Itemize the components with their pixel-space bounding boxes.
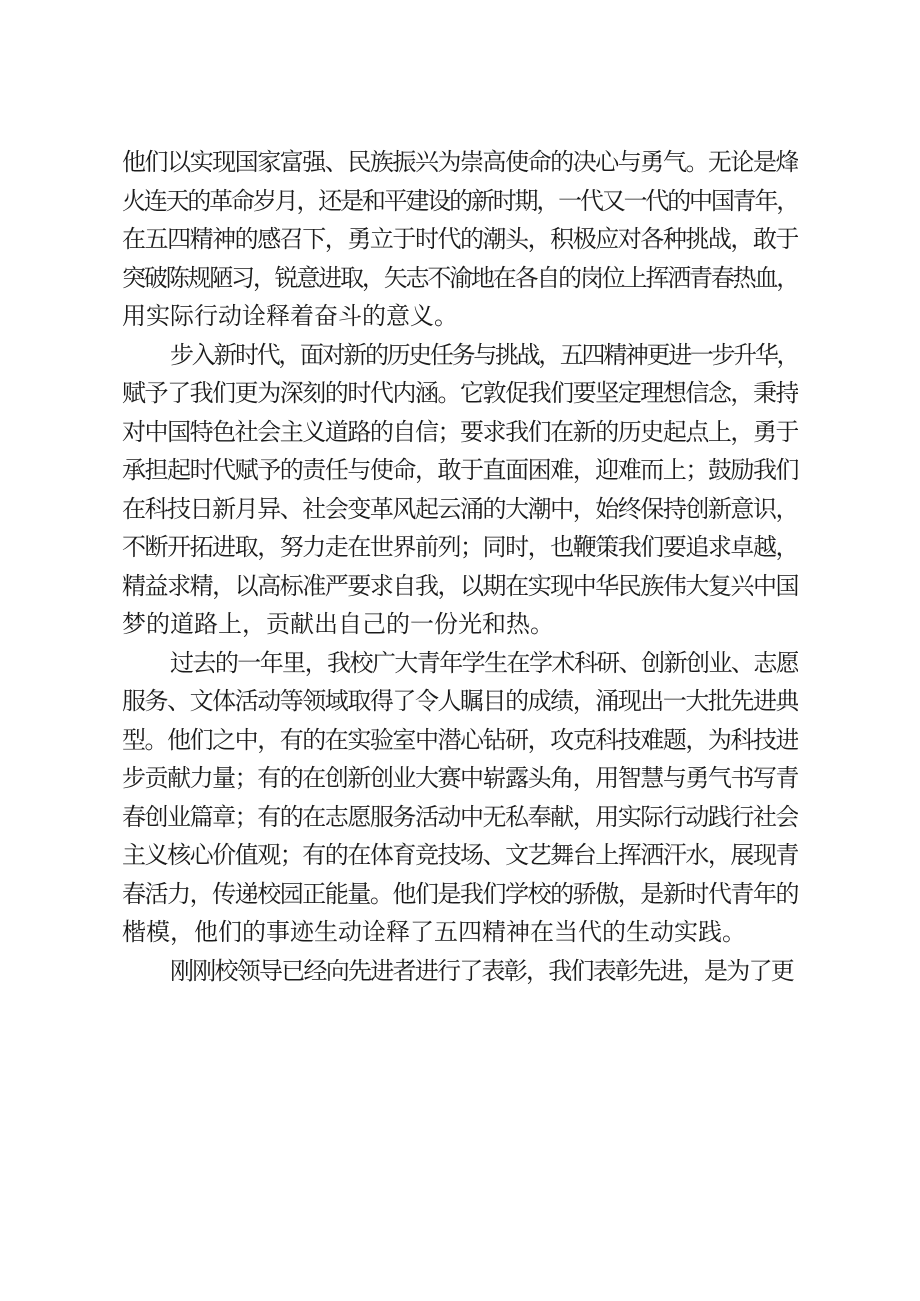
text-line: 突破陈规陋习，锐意进取，矢志不渝地在各自的岗位上挥洒青春热血， <box>122 263 798 292</box>
text-line: 过去的一年里，我校广大青年学生在学术科研、创新创业、志愿 <box>170 648 798 677</box>
text-line: 春活力，传递校园正能量。他们是我们学校的骄傲，是新时代青年的 <box>122 879 798 908</box>
text-line: 他们以实现国家富强、民族振兴为崇高使命的决心与勇气。无论是烽 <box>122 148 798 176</box>
text-line: 步入新时代，面对新的历史任务与挑战，五四精神更进一步升华， <box>170 340 798 369</box>
text-line: 承担起时代赋予的责任与使命，敢于直面困难，迎难而上；鼓励我们 <box>122 456 798 484</box>
text-line: 在科技日新月异、社会变革风起云涌的大潮中，始终保持创新意识， <box>122 494 798 523</box>
text-line: 服务、文体活动等领域取得了令人瞩目的成绩，涌现出一大批先进典 <box>122 687 798 715</box>
paragraph-1 <box>122 143 798 336</box>
paragraph-2 <box>122 336 798 644</box>
paragraph-3 <box>122 644 798 952</box>
document-body <box>122 143 798 990</box>
text-line: 火连天的革命岁月，还是和平建设的新时期，一代又一代的中国青年， <box>122 186 798 215</box>
text-line: 精益求精，以高标准严要求自我，以期在实现中华民族伟大复兴中国 <box>122 571 798 600</box>
paragraph-4 <box>122 952 798 991</box>
text-line: 赋予了我们更为深刻的时代内涵。它敦促我们要坚定理想信念，秉持 <box>122 379 798 407</box>
text-line: 刚刚校领导已经向先进者进行了表彰，我们表彰先进，是为了更 <box>170 956 793 985</box>
text-line: 楷模，他们的事迹生动诠释了五四精神在当代的生动实践。 <box>122 918 746 946</box>
text-line: 主义核心价值观；有的在体育竞技场、文艺舞台上挥洒汗水，展现青 <box>122 841 798 869</box>
text-line: 对中国特色社会主义道路的自信；要求我们在新的历史起点上，勇于 <box>122 417 798 446</box>
text-line: 梦的道路上，贡献出自己的一份光和热。 <box>122 610 554 638</box>
text-line: 在五四精神的感召下，勇立于时代的潮头，积极应对各种挑战，敢于 <box>122 225 798 253</box>
text-line: 型。他们之中，有的在实验室中潜心钻研，攻克科技难题，为科技进 <box>122 725 798 754</box>
text-line: 春创业篇章；有的在志愿服务活动中无私奉献，用实际行动践行社会 <box>122 802 798 831</box>
text-line: 步贡献力量；有的在创新创业大赛中崭露头角，用智慧与勇气书写青 <box>122 764 798 792</box>
text-line: 不断开拓进取，努力走在世界前列；同时，也鞭策我们要追求卓越， <box>122 533 798 561</box>
text-line: 用实际行动诠释着奋斗的意义。 <box>122 302 458 330</box>
